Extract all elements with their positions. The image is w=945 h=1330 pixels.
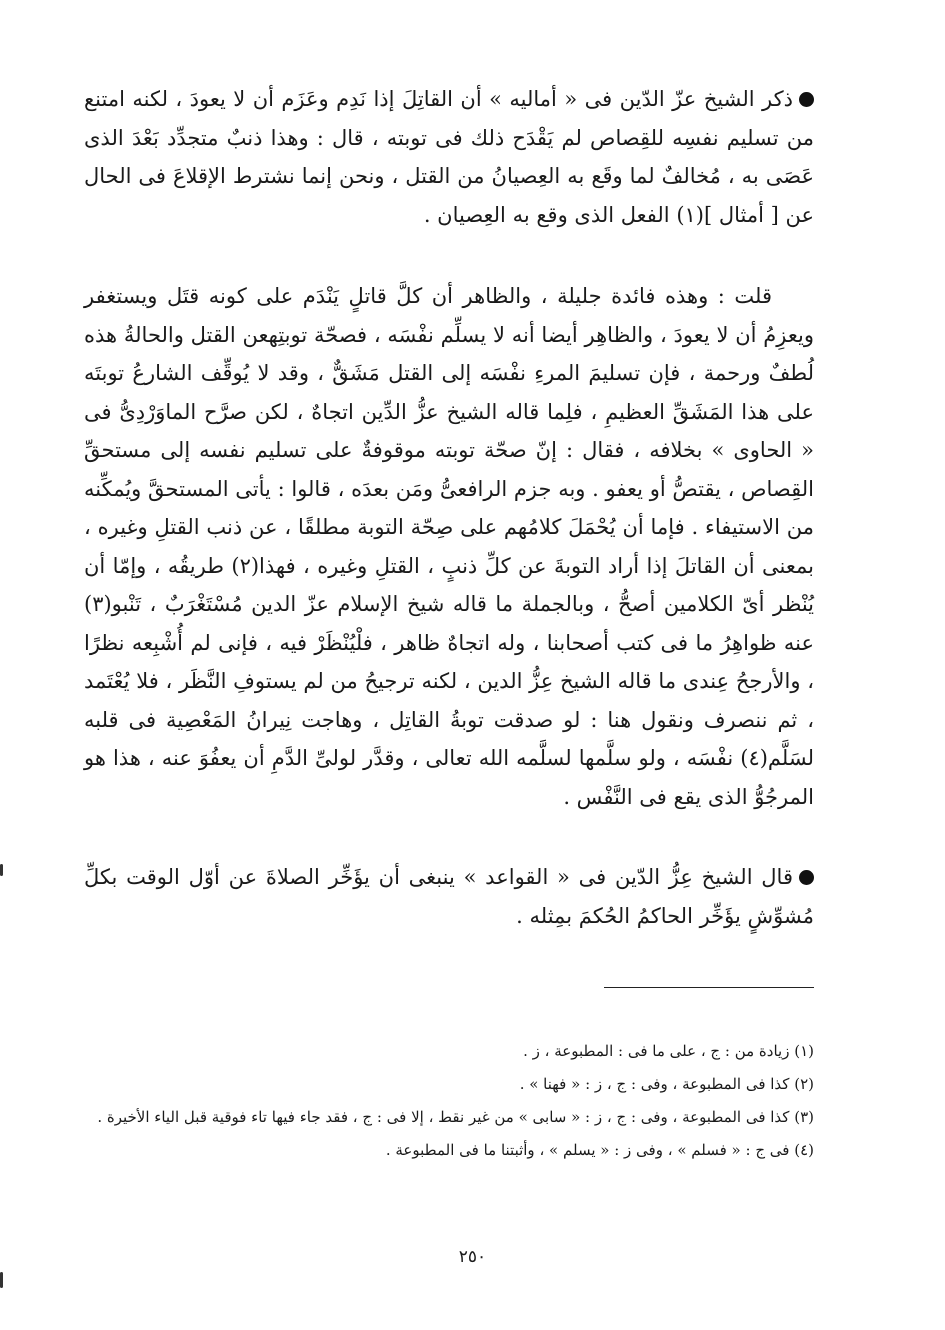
paragraph-1-text: ذكر الشيخ عزّ الدّين فى « أماليه » أن القاتِلَ إذا نَدِم وعَزَم أن لا يعودَ ، لكنه امتنع من تسليم نفسِه للقِصاص لم يَقْدَح ذلك فى توبته ، قال : وهذا ذنبٌ متجدِّد بَعْدَ الذى عَصَى به ، مُخالفٌ لما وقَع به العِصيانُ من القتل ، ونحن إنما نشترط الإقلاعَ فى الحال عن [ أمثال ](١) الفعل الذى وقع به العِصيان . xyxy=(84,87,814,227)
footnote-1: (١) زيادة من : ج ، على ما فى : المطبوعة ، ز . xyxy=(523,1042,814,1060)
footnote-2: (٢) كذا فى المطبوعة ، وفى : ج ، ز : « فهنا » . xyxy=(519,1075,814,1093)
paragraph-2 xyxy=(84,277,814,816)
paragraph-3-text: قال الشيخ عِزُّ الدّين فى « القواعد » ينبغى أن يؤَخِّر الصلاةَ عن أوّل الوقت بكلِّ مُشوِّشٍ يؤَخِّر الحاكمُ الحُكمَ بمِثله . xyxy=(84,865,814,928)
footnote-divider xyxy=(604,987,814,988)
footnote-4: (٤) فى ج : « فسلم » ، وفى ز : « يسلم » ، وأثبتنا ما فى المطبوعة . xyxy=(385,1141,814,1159)
bullet-icon xyxy=(799,92,814,107)
bullet-icon xyxy=(799,870,814,885)
paragraph-2-text: قلت : وهذه فائدة جليلة ، والظاهر أن كلَّ قاتلٍ يَنْدَم على كونه قتَل ويستغفر ويعزِمُ أن لا يعودَ ، والظاهِر أيضا أنه لا يسلِّم نفْسَه ، فصحّة توبتِهعن القتل والحالةُ هذه لُطفٌ ورحمة ، فإن تسليمَ المرءِ نفْسَه إلى القتل مَشَقٌّ ، وقد لا يُوقِّف الشارعُ توبتَه على هذا المَشَقِّ العظيمِ ، فلِما قاله الشيخ عزُّ الدِّين اتجاهٌ ، لكن صرَّح الماوَرْدِىُّ فى « الحاوى » بخلافه ، فقال : إنّ صحّة توبته موقوفةٌ على تسليم نفسه إلى مستحقِّ القِصاص ، يقتصُّ أو يعفو . وبه جزم الرافعىُّ ومَن بعدَه ، قالوا : يأتى المستحقَّ ويُمكِّنه من الاستيفاء . فإما أن يُحْمَلَ كلامُهم على صِحّة التوبة مطلقًا ، عن ذنب القتلِ وغيره ، بمعنى أن القاتلَ إذا أراد التوبةَ عن كلِّ ذنبٍ ، القتلِ وغيره ، فهذا(٢) طريقُه ، وإمّا أن يُنْظر أىّ الكلامين أصحُّ ، وبالجملة ما قاله شيخ الإسلام عزّ الدين مُسْتَغْرَبٌ ، تَنْبو(٣) عنه ظواهِرُ ما فى كتب أصحابنا ، وله اتجاهٌ ظاهر ، فلْيُنْظَرْ فيه ، فإنى لم أُشْبِعه نظرًا ، والأرجحُ عِندى ما قاله الشيخ عِزُّ الدين ، لكنه ترجيحُ من لم يستوفِ النَّظَر ، فلا يُعْتَمد ، ثم ننصرف ونقول هنا : لو صدقت توبةُ القاتِل ، وهاجت نِيرانُ المَعْصِية فى قلبه لسَلَّم(٤) نفْسَه ، ولو سلَّمها لسلَّمه الله تعالى ، وقدَّر لولىِّ الدَّمِ أن يعفُوَ عنه ، هذا هو المرجُوُّ الذى يقع فى النَّفْس . xyxy=(84,284,815,809)
paragraph-3 xyxy=(84,858,814,935)
scan-edge-mark xyxy=(0,864,3,876)
footnote-3: (٣) كذا فى المطبوعة ، وفى : ج ، ز : « سابى » من غير نقط ، إلا فى : ج ، فقد جاء فيها تاء فوقية قبل الياء الأخيرة . xyxy=(97,1108,814,1126)
page-number: ٢٥٠ xyxy=(458,1247,487,1267)
footnotes xyxy=(84,1040,814,1172)
scan-edge-mark xyxy=(0,1272,3,1288)
paragraph-1 xyxy=(84,80,814,234)
